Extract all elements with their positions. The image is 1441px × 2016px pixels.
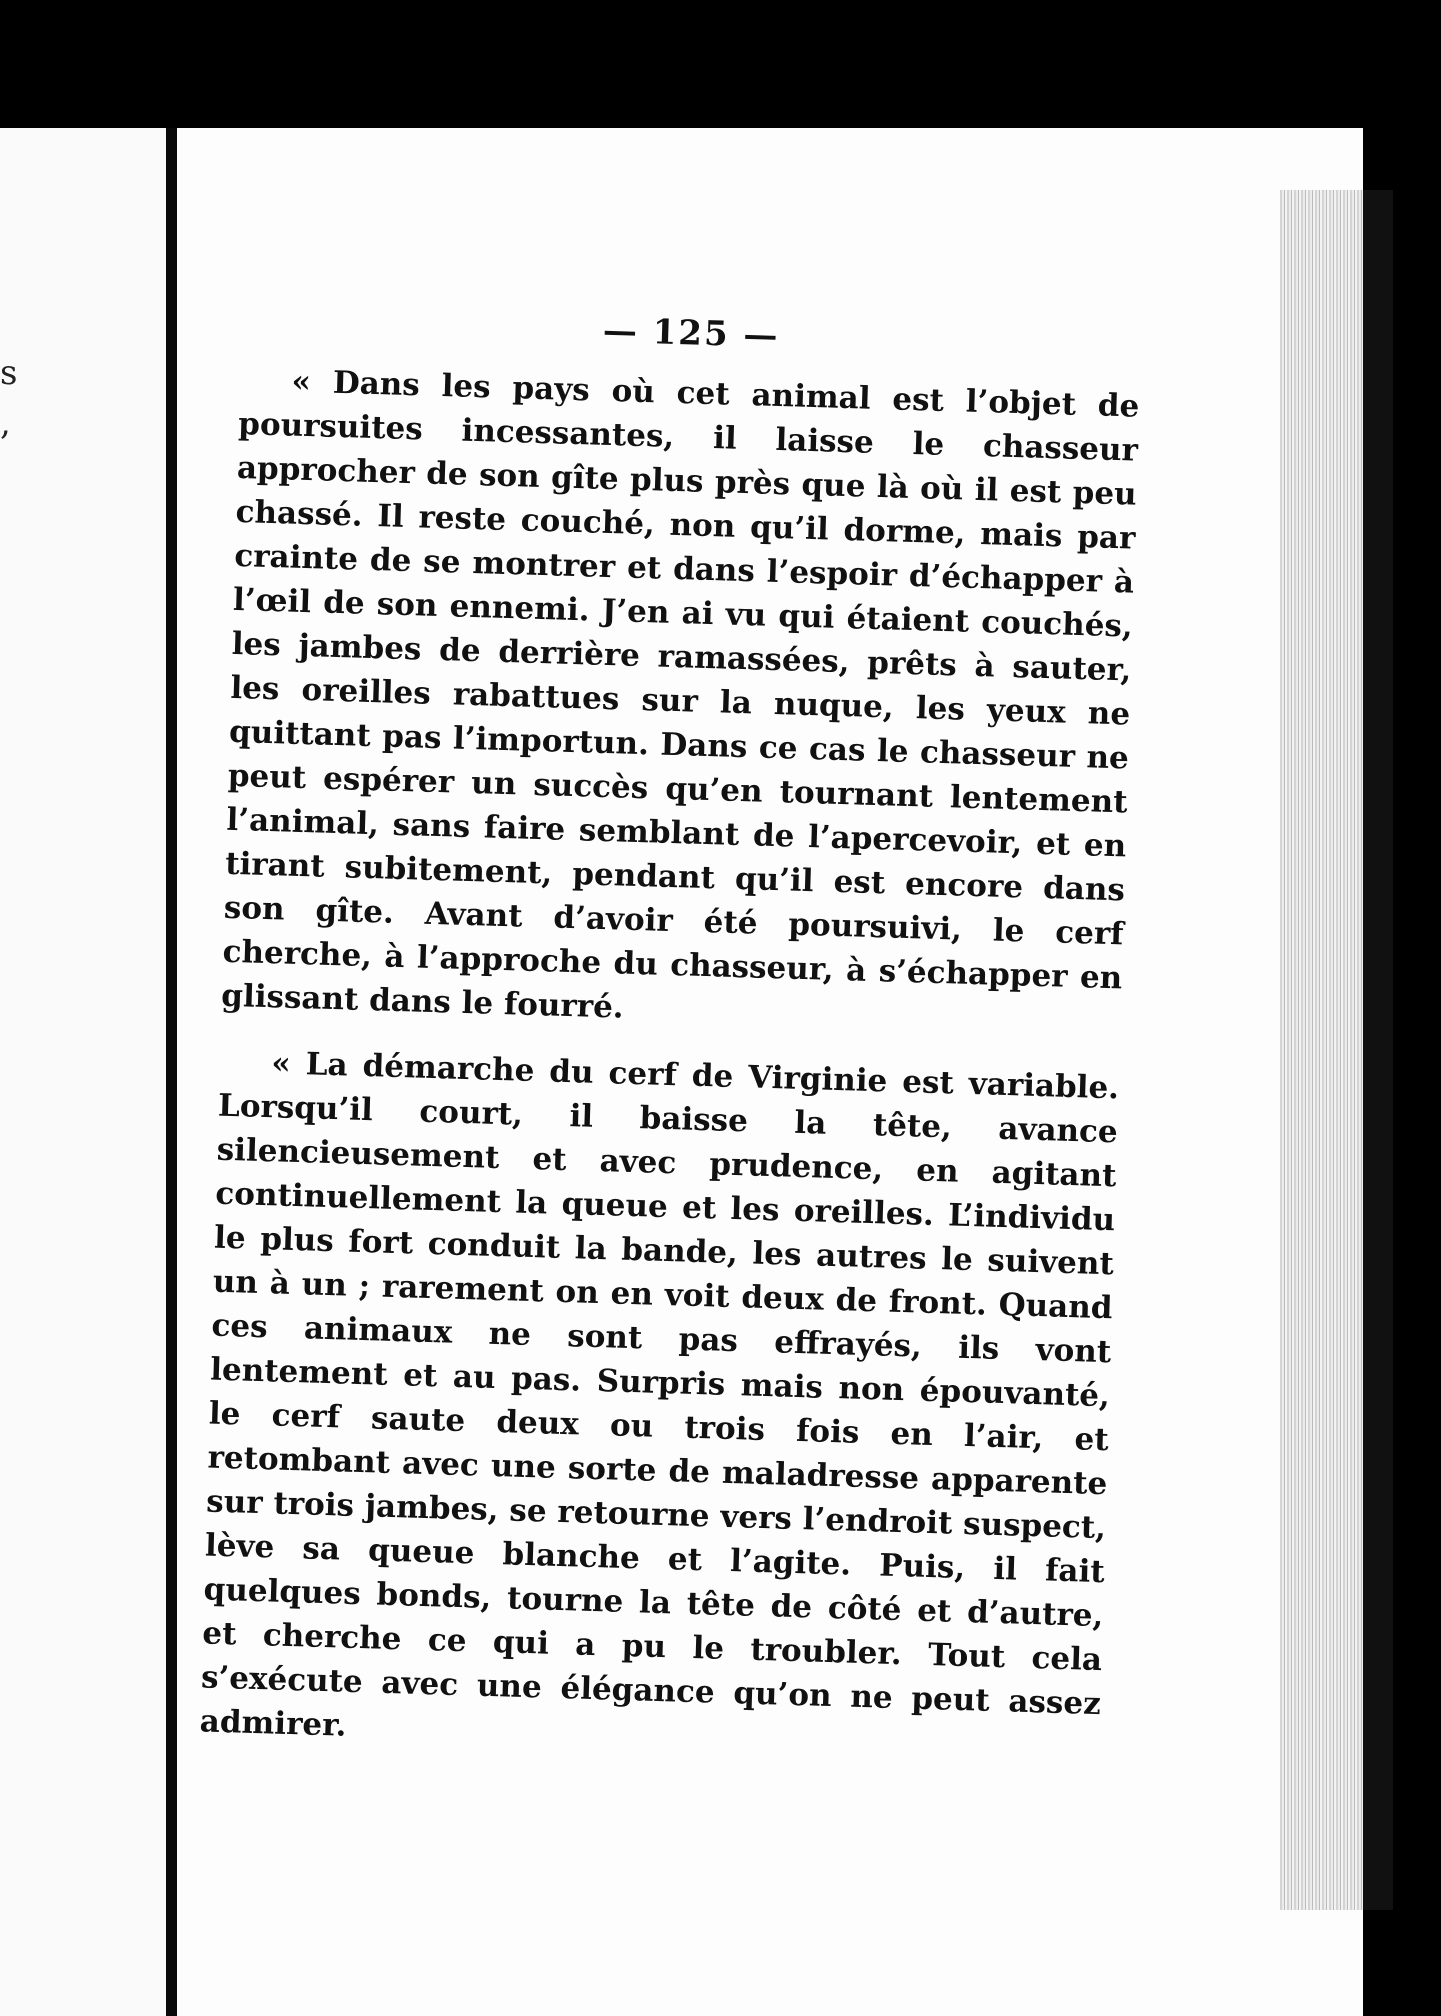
left-page-punctuation: ,	[0, 403, 11, 443]
page-edges	[1280, 190, 1375, 1910]
paragraph-1: « Dans les pays où cet animal est l’objet de poursuites incessantes, il laisse le chasseur approcher de son gîte plus près que là où il est peu chassé. Il reste couché, non qu’il dorme, mais par crainte de se montrer et dans l’espoir d’échapper à l’œil de son ennemi. J’en ai vu qui étaient couchés, les jambes de derrière ramassées, prêts à sauter, les oreilles rabattues sur la nuque, les yeux ne quittant pas l’importun. Dans ce cas le chasseur ne peut espérer un succès qu’en tournant lentement l’animal, sans faire semblant de l’apercevoir, et en tirant subitement, pendant qu’il est encore dans son gîte. Avant d’avoir été poursuivi, le cerf cherche, à l’approche du chasseur, à s’échapper en glissant dans le fourré.	[220, 363, 1140, 1026]
paragraph-2: « La démarche du cerf de Virginie est variable. Lorsqu’il court, il baisse la tête, avance silencieusement et avec prudence, en agitant continuellement la queue et les oreilles. L’individu le plus fort conduit la bande, les autres le suivent un à un ; rarement on en voit deux de front. Quand ces animaux ne sont pas effrayés, ils vont lentement et au pas. Surpris mais non épouvanté, le cerf saute deux ou trois fois en l’air, et retombant avec une sorte de maladresse apparente sur trois jambes, se retourne vers l’endroit suspect, lève sa queue blanche et l’agite. Puis, il fait quelques bonds, tourne la tête de côté et d’autre, et cherche ce qui a pu le troubler. Tout cela s’exécute avec une élégance qu’on ne peut assez admirer.	[199, 1045, 1120, 1744]
left-page-fragment	[0, 128, 166, 2016]
page-edge-shadow	[1363, 190, 1393, 1910]
page-number: — 125 —	[602, 310, 781, 356]
book-gutter	[166, 128, 177, 2016]
page-text-block	[199, 300, 1141, 1770]
left-page-letter: s	[0, 353, 18, 393]
